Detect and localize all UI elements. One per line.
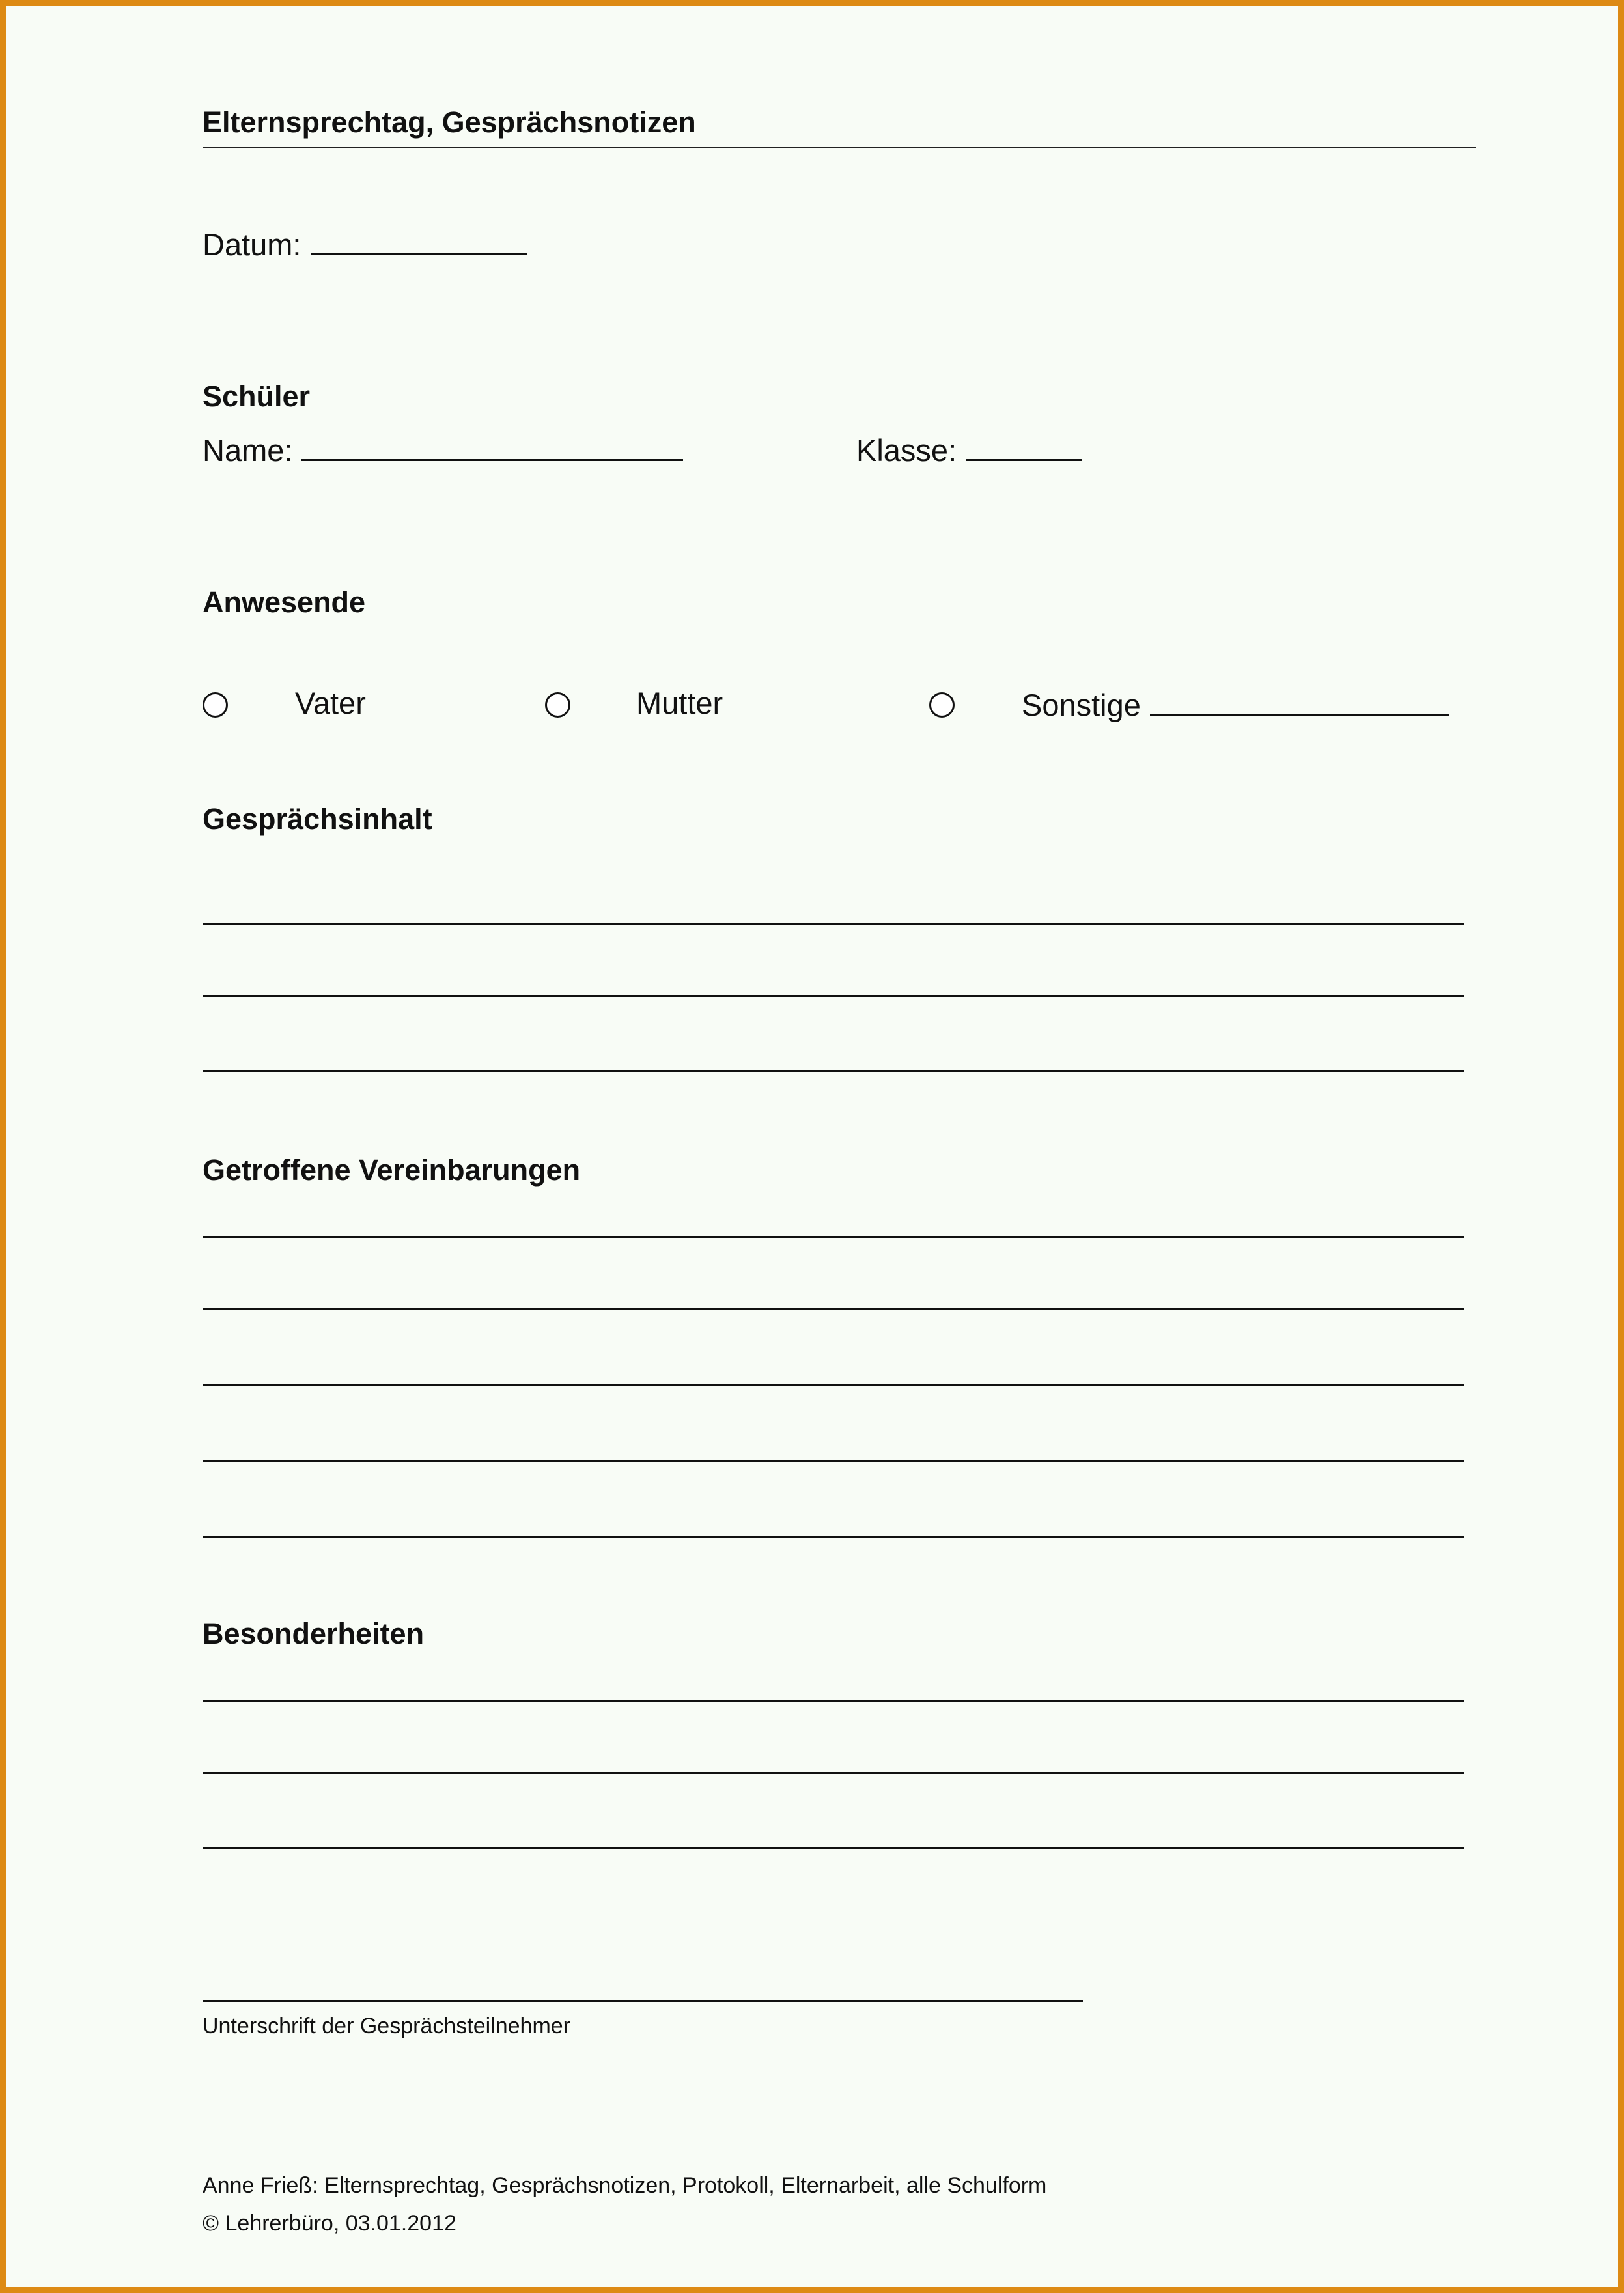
content-line[interactable] — [203, 995, 1464, 997]
name-label: Name: — [203, 433, 293, 468]
name-field[interactable] — [301, 430, 683, 461]
signature-label: Unterschrift der Gesprächsteilnehmer — [203, 2014, 571, 2038]
date-label: Datum: — [203, 227, 301, 262]
radio-vater[interactable] — [203, 692, 228, 718]
option-sonstige-label: Sonstige — [1022, 688, 1141, 722]
radio-sonstige[interactable] — [929, 692, 955, 718]
special-heading: Besonderheiten — [203, 1617, 425, 1650]
option-mutter-label: Mutter — [636, 686, 723, 720]
agreements-line[interactable] — [203, 1384, 1464, 1386]
content-line[interactable] — [203, 1070, 1464, 1072]
sonstige-field[interactable] — [1150, 685, 1449, 716]
date-row — [203, 225, 527, 262]
agreements-heading: Getroffene Vereinbarungen — [203, 1153, 581, 1187]
title-underline — [203, 147, 1476, 148]
option-sonstige-row — [1022, 685, 1449, 723]
signature-line[interactable] — [203, 2000, 1083, 2002]
date-field[interactable] — [311, 225, 527, 255]
radio-mutter[interactable] — [545, 692, 570, 718]
present-heading: Anwesende — [203, 585, 366, 619]
page-title: Elternsprechtag, Gesprächsnotizen — [203, 106, 696, 139]
special-line[interactable] — [203, 1772, 1464, 1774]
class-label: Klasse: — [856, 433, 957, 468]
class-row — [856, 430, 1082, 468]
content-line[interactable] — [203, 923, 1464, 925]
student-heading: Schüler — [203, 380, 311, 413]
special-line[interactable] — [203, 1700, 1464, 1702]
agreements-line[interactable] — [203, 1460, 1464, 1462]
footer-copyright: © Lehrerbüro, 03.01.2012 — [203, 2211, 456, 2236]
agreements-line[interactable] — [203, 1536, 1464, 1538]
footer-credit: Anne Frieß: Elternsprechtag, Gesprächsnotizen, Protokoll, Elternarbeit, alle Schulform — [203, 2173, 1047, 2198]
agreements-line[interactable] — [203, 1236, 1464, 1238]
name-row — [203, 430, 683, 468]
agreements-line[interactable] — [203, 1308, 1464, 1310]
special-line[interactable] — [203, 1847, 1464, 1849]
content-heading: Gesprächsinhalt — [203, 802, 432, 836]
option-vater-label: Vater — [295, 686, 366, 720]
class-field[interactable] — [966, 430, 1082, 461]
